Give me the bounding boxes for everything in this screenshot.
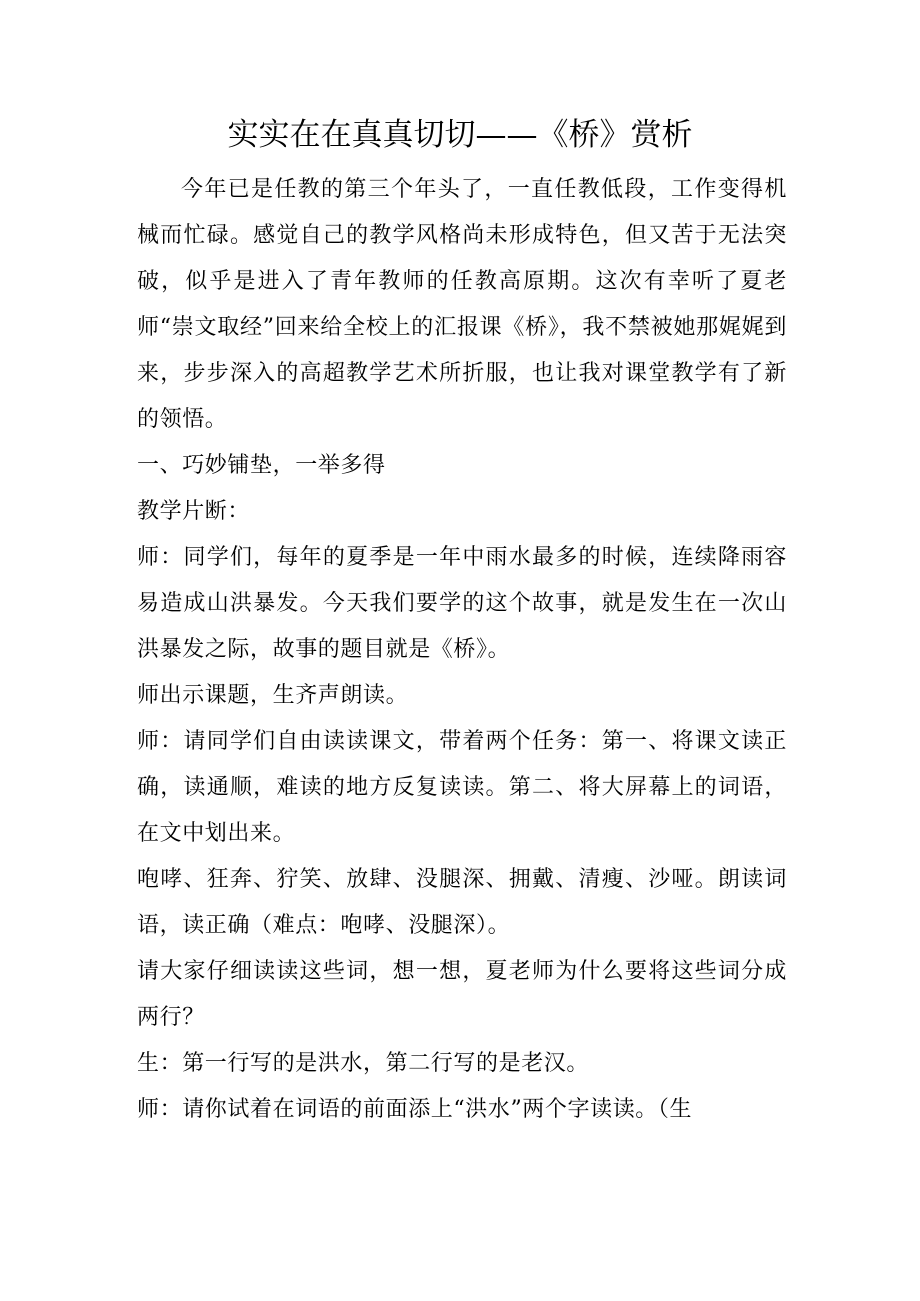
paragraph-label: 教学片断：	[137, 499, 251, 524]
section-heading: 一、巧妙铺垫，一举多得	[137, 453, 386, 478]
document-body	[137, 167, 787, 1133]
document-title: 实实在在真真切切——《桥》赏析	[227, 117, 693, 153]
paragraph-student-1: 生：第一行写的是洪水，第二行写的是老汉。	[137, 1051, 590, 1076]
paragraph-narration-1: 师出示课题，生齐声朗读。	[137, 683, 409, 708]
paragraph-teacher-2: 师：请同学们自由读读课文，带着两个任务：第一、将课文读正确，读通顺，难读的地方反复读读。第二、将大屏幕上的词语，在文中划出来。	[137, 729, 787, 846]
paragraph-question: 请大家仔细读读这些词，想一想，夏老师为什么要将这些词分成两行？	[137, 959, 787, 1030]
paragraph-teacher-1: 师：同学们，每年的夏季是一年中雨水最多的时候，连续降雨容易造成山洪暴发。今天我们要学的这个故事，就是发生在一次山洪暴发之际，故事的题目就是《桥》。	[137, 545, 787, 662]
paragraph-intro: 今年已是任教的第三个年头了，一直任教低段，工作变得机械而忙碌。感觉自己的教学风格尚未形成特色，但又苦于无法突破，似乎是进入了青年教师的任教高原期。这次有幸听了夏老师“崇文取经”回来给全校上的汇报课《桥》，我不禁被她那娓娓到来，步步深入的高超教学艺术所折服，也让我对课堂教学有了新的领悟。	[137, 177, 787, 432]
paragraph-vocabulary: 咆哮、狂奔、狞笑、放肆、没腿深、拥戴、清瘦、沙哑。朗读词语，读正确（难点：咆哮、没腿深）。	[137, 867, 787, 938]
paragraph-teacher-3: 师：请你试着在词语的前面添上“洪水”两个字读读。（生	[137, 1097, 693, 1122]
